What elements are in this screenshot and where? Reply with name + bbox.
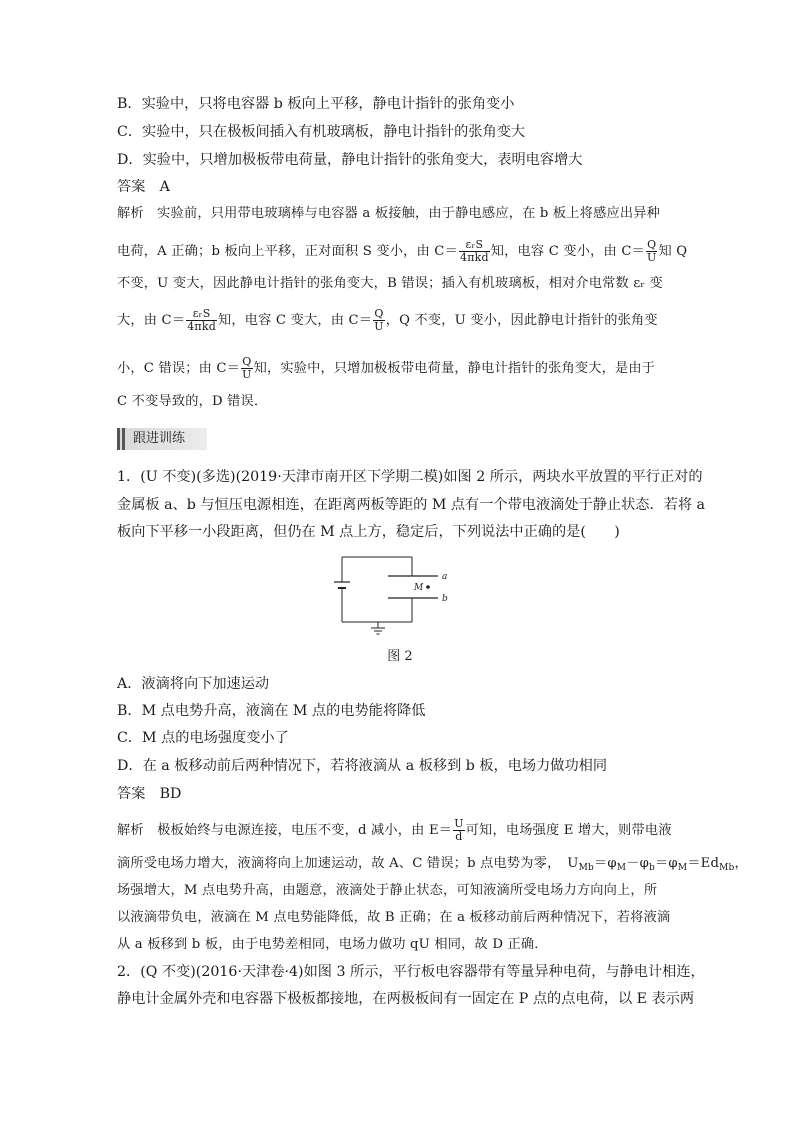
label-a: a (442, 572, 448, 582)
q1-option-b: B．M 点电势升高，液滴在 M 点的电势能将降低 (117, 703, 426, 719)
analysis-line-3: 不变，U 变大，因此静电计指针的张角变大，B 错误；插入有机玻璃板，相对介电常数 εᵣ 变 (117, 276, 663, 291)
q1-analysis-line-4: 以液滴带负电，液滴在 M 点电势能降低，故 B 正确；在 a 板移动前后两种情况下，若将液滴 (117, 910, 671, 925)
fraction: $\frac{\text{εᵣS}}{\text{4πkd}}$ (460, 238, 489, 264)
q1-option-a: A．液滴将向下加速运动 (117, 676, 270, 692)
label-b: b (442, 594, 448, 604)
q2-line-1: 2．(Q 不变)(2016·天津卷·4)如图 3 所示，平行板电容器带有等量异种电荷，与静电计相连， (117, 964, 705, 980)
answer: 答案 A (117, 179, 170, 195)
q1-line-3: 板向下平移一小段距离，但仍在 M 点上方，稳定后，下列说法中正确的是( ) (117, 524, 620, 540)
analysis-line-1: 解析 实验前，只用带电玻璃棒与电容器 a 板接触，由于静电感应，在 b 板上将感应出异种 (117, 206, 661, 221)
analysis-label: 解析 (117, 823, 144, 838)
q1-option-d: D．在 a 板移动前后两种情况下，若将液滴从 a 板移到 b 板，电场力做功相同 (117, 758, 608, 774)
analysis-line-2: 电荷，A 正确；b 板向上平移，正对面积 S 变小，由 C＝ $\frac{\text{εᵣS}}{\text{4πkd}}$ 知，电容 C 变小，由 C＝ $\frac{Q}{U}$ 知 Q (117, 238, 688, 264)
q1-analysis-line-2: 滴所受电场力增大，液滴将向上加速运动，故 A、C 错误；b 点电势为零， $U_{Mb}=\varphi_M-\varphi_b=\varphi_M=Ed_{Mb}$， (117, 856, 748, 873)
fraction: $\frac{\text{εᵣS}}{\text{4πkd}}$ (187, 307, 216, 333)
q1-line-1: 1．(U 不变)(多选)(2019·天津市南开区下学期二模)如图 2 所示，两块水平放置的平行正对的 (117, 469, 703, 485)
q1-option-c: C．M 点的电场强度变小了 (117, 730, 289, 746)
q1-analysis-line-1: 解析 极板始终与电源连接，电压不变，d 减小，由 E＝ $\frac{U}{d}$ 可知，电场强度 E 增大，则带电液 (117, 817, 672, 843)
label-m: M (414, 583, 424, 593)
option-c: C．实验中，只在极板间插入有机玻璃板，静电计指针的张角变大 (117, 124, 526, 140)
analysis-line-4: 大，由 C＝ $\frac{\text{εᵣS}}{\text{4πkd}}$ 知，电容 C 变大，由 C＝ $\frac{Q}{U}$ ，Q 不变，U 变小，因此静电计指针的张角变 (117, 307, 658, 333)
option-b: B．实验中，只将电容器 b 板向上平移，静电计指针的张角变小 (117, 96, 515, 112)
section-header (117, 428, 207, 450)
option-d: D．实验中，只增加极板带电荷量，静电计指针的张角变大，表明电容增大 (117, 152, 583, 168)
q1-line-2: 金属板 a、b 与恒压电源相连，在距离两板等距的 M 点有一个带电液滴处于静止状态．若将 a (117, 497, 706, 513)
fraction: $\frac{U}{d}$ (454, 817, 464, 843)
analysis-label: 解析 (117, 206, 144, 221)
circuit-figure (330, 552, 460, 642)
q2-line-2: 静电计金属外壳和电容器下极板都接地，在两极板间有一固定在 P 点的点电荷，以 E 表示两 (117, 991, 695, 1007)
analysis-line-6: C 不变导致的，D 错误． (117, 394, 268, 409)
droplet-point (426, 585, 430, 589)
q1-answer: 答案 BD (117, 786, 182, 802)
fraction: $\frac{Q}{U}$ (242, 355, 252, 381)
fraction: $\frac{Q}{U}$ (374, 307, 384, 333)
figure-caption: 图 2 (387, 649, 413, 664)
q1-analysis-line-5: 从 a 板移到 b 板，由于电势差相同，电场力做功 qU 相同，故 D 正确． (117, 937, 548, 952)
fraction: $\frac{Q}{U}$ (647, 238, 657, 264)
section-title: 跟进训练 (133, 431, 186, 446)
analysis-line-5: 小，C 错误；由 C＝ $\frac{Q}{U}$ 知，实验中，只增加极板带电荷量，静电计指针的张角变大，是由于 (117, 355, 656, 381)
q1-analysis-line-3: 场强增大，M 点电势升高，由题意，液滴处于静止状态，可知液滴所受电场力方向向上，所 (117, 883, 658, 898)
